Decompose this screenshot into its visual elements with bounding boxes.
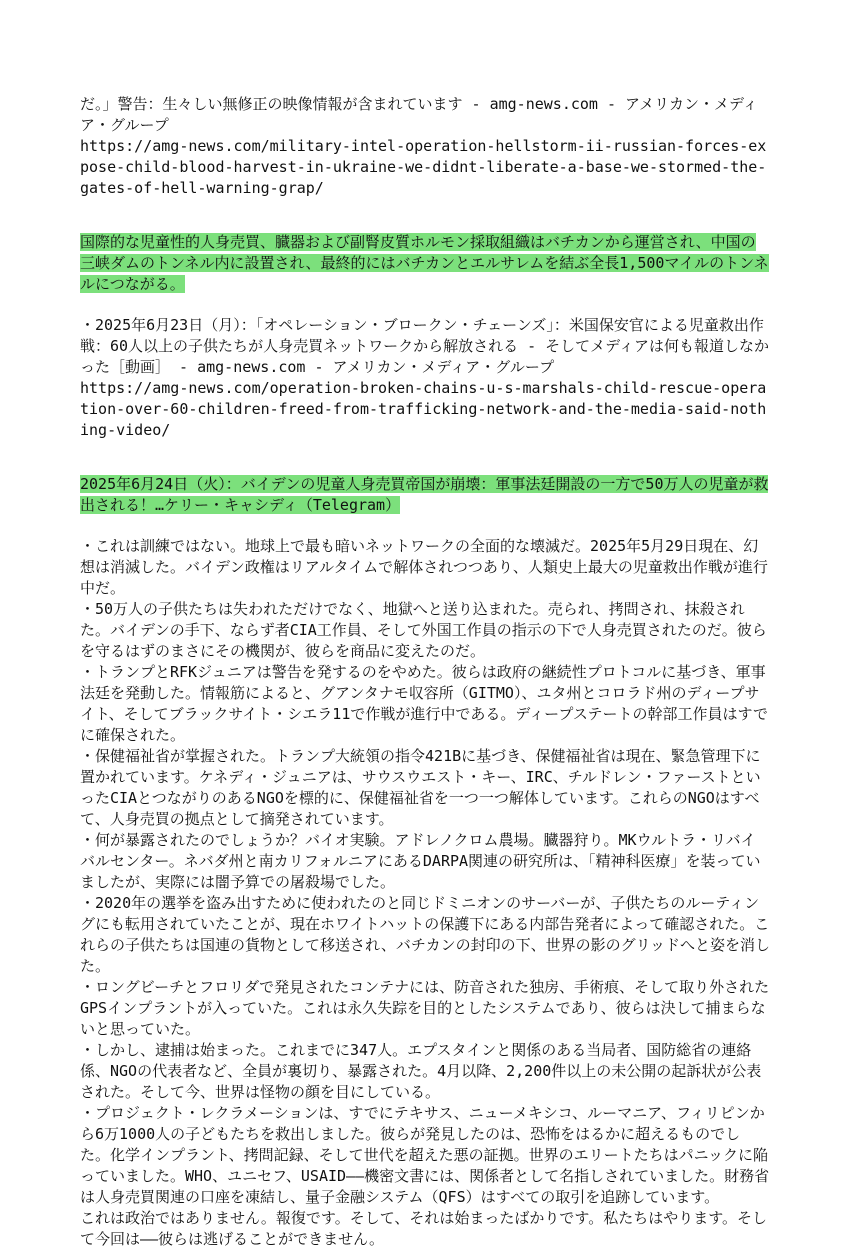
highlighted-heading-2 bbox=[80, 474, 770, 516]
body-paragraph-10: これは政治ではありません。報復です。そして、それは始まったばかりです。私たちはやります。そして今回は――彼らは逃げることができません。 bbox=[80, 1209, 768, 1248]
body-paragraph-5: ・何が暴露されたのでしょうか？バイオ実験。アドレノクロム農場。臓器狩り。MKウルトラ・リバイバルセンター。ネバダ州と南カリフォルニアにあるDARPA関連の研究所は、「精神科医療」を装っていましたが、実際には闇予算での屠殺場でした。 bbox=[80, 831, 761, 891]
spacer bbox=[80, 295, 770, 315]
section-intro-paragraph bbox=[80, 94, 770, 199]
spacer bbox=[80, 516, 770, 536]
body-bullets bbox=[80, 536, 770, 1250]
body-paragraph-1: ・これは訓練ではない。地球上で最も暗いネットワークの全面的な壊滅だ。2025年5月29日現在、幻想は消滅した。バイデン政権はリアルタイムで解体されつつあり、人類史上最大の児童救出作戦が進行中だ。 bbox=[80, 537, 768, 597]
body-paragraph-6: ・2020年の選挙を盗み出すために使われたのと同じドミニオンのサーバーが、子供たちのルーティングにも転用されていたことが、現在ホワイトハットの保護下にある内部告発者によって確認された。これらの子供たちは国連の貨物として移送され、バチカンの封印の下、世界の影のグリッドへと姿を消した。 bbox=[80, 894, 771, 975]
spacer bbox=[80, 199, 770, 232]
body-paragraph-3: ・トランプとRFKジュニアは警告を発するのをやめた。彼らは政府の継続性プロトコルに基づき、軍事法廷を発動した。情報筋によると、グアンタナモ収容所（GITMO）、ユタ州とコロラド州のディープサイト、そしてブラックサイト・シエラ11で作戦が進行中である。ディープステートの幹部工作員はすでに確保された。 bbox=[80, 663, 768, 744]
broken-chains-text: ・2025年6月23日（月）：「オペレーション・ブロークン・チェーンズ」：米国保安官による児童救出作戦：60人以上の子供たちが人身売買ネットワークから解放される - そしてメディアは何も報道しなかった［動画］ - amg-news.com - アメリカン・メディア・グループ bbox=[80, 316, 769, 376]
body-paragraph-8: ・しかし、逮捕は始まった。これまでに347人。エプスタインと関係のある当局者、国防総省の連絡係、NGOの代表者など、全員が裏切り、暴露された。4月以降、2,200件以上の未公開の起訴状が公表された。そして今、世界は怪物の顔を目にしている。 bbox=[80, 1041, 762, 1101]
body-paragraph-9: ・プロジェクト・レクラメーションは、すでにテキサス、ニューメキシコ、ルーマニア、フィリピンから6万1000人の子どもたちを救出しました。彼らが発見したのは、恐怖をはるかに超えるものでした。化学インプラント、拷問記録、そして世代を超えた悪の証拠。世界のエリートたちはパニックに陥っていました。WHO、ユニセフ、USAID――機密文書には、関係者として名指しされていました。財務省は人身売買関連の口座を凍結し、量子金融システム（QFS）はすべての取引を追跡しています。 bbox=[80, 1104, 770, 1206]
body-paragraph-2: ・50万人の子供たちは失われただけでなく、地獄へと送り込まれた。売られ、拷問され、抹殺された。バイデンの手下、ならず者CIA工作員、そして外国工作員の指示の下で人身売買されたのだ。彼らを守るはずのまさにその機関が、彼らを商品に変えたのだ。 bbox=[80, 600, 767, 660]
body-paragraph-7: ・ロングビーチとフロリダで発見されたコンテナには、防音された独房、手術痕、そして取り外されたGPSインプラントが入っていた。これは永久失踪を目的としたシステムであり、彼らは決して捕まらないと思っていた。 bbox=[80, 978, 770, 1038]
highlighted-text-2: 2025年6月24日（火）：バイデンの児童人身売買帝国が崩壊：軍事法廷開設の一方で50万人の児童が救出される！…ケリー・キャシディ（Telegram） bbox=[80, 475, 769, 514]
section-broken-chains-paragraph bbox=[80, 315, 770, 441]
body-paragraph-4: ・保健福祉省が掌握された。トランプ大統領の指令421Bに基づき、保健福祉省は現在、緊急管理下に置かれています。ケネディ・ジュニアは、サウスウエスト・キー、IRC、チルドレン・ファーストといったCIAとつながりのあるNGOを標的に、保健福祉省を一つ一つ解体しています。これらのNGOはすべて、人身売買の拠点として摘発されています。 bbox=[80, 747, 761, 828]
document-page bbox=[80, 94, 770, 1250]
spacer bbox=[80, 441, 770, 474]
highlighted-text-1: 国際的な児童性的人身売買、臓器および副腎皮質ホルモン採取組織はバチカンから運営され、中国の三峡ダムのトンネル内に設置され、最終的にはバチカンとエルサレムを結ぶ全長1,500マイルのトンネルにつながる。 bbox=[80, 233, 769, 293]
source-link-broken-chains[interactable]: https://amg-news.com/operation-broken-chains-u-s-marshals-child-rescue-operation-over-60-children-freed-from-trafficking-network-and-the-media-said-nothing-video/ bbox=[80, 379, 767, 439]
intro-text: だ。」警告：生々しい無修正の映像情報が含まれています - amg-news.com - アメリカン・メディア・グループ bbox=[80, 95, 758, 134]
highlighted-heading-1 bbox=[80, 232, 770, 295]
source-link-hellstorm[interactable]: https://amg-news.com/military-intel-operation-hellstorm-ii-russian-forces-expose-child-blood-harvest-in-ukraine-we-didnt-liberate-a-base-we-stormed-the-gates-of-hell-warning-grap/ bbox=[80, 137, 767, 197]
